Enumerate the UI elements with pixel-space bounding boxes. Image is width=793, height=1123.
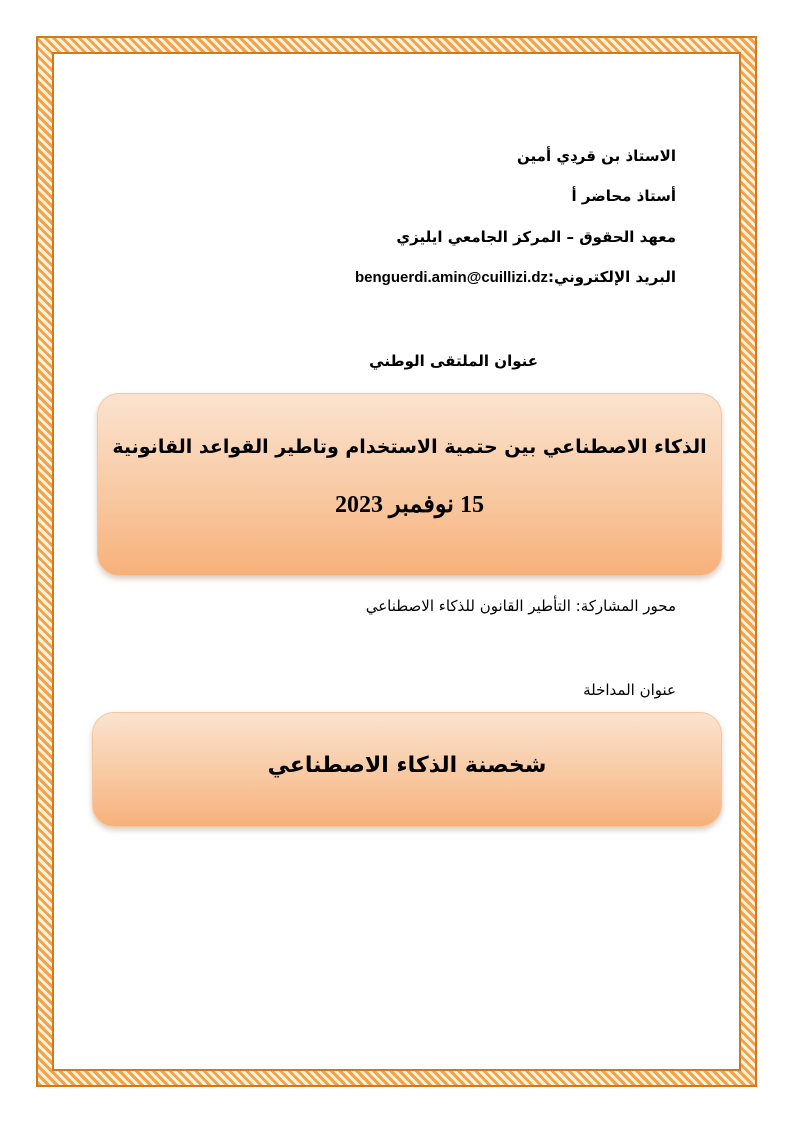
author-email-line [355, 268, 676, 286]
author-affiliation: معهد الحقوق – المركز الجامعي ايليزي [396, 228, 676, 246]
email-label: البريد الإلكتروني: [548, 268, 676, 286]
paper-title-card [92, 712, 722, 827]
conference-title-card [97, 393, 722, 576]
author-name: الاستاذ بن قرڍي أمين [517, 147, 676, 165]
paper-heading: عنوان المداخلة [583, 681, 676, 699]
author-rank: أستاذ محاضر أ [571, 187, 676, 205]
conference-title: الذكاء الاصطناعي بين حتمية الاستخدام وتاطير القواعد القانونية [112, 436, 707, 458]
email-address[interactable]: benguerdi.amin@cuillizi.dz [355, 269, 548, 286]
conference-heading: عنوان الملتقى الوطني [369, 352, 538, 370]
participation-axis: محور المشاركة: التأطير القانون للذكاء الاصطناعي [365, 597, 676, 615]
conference-date: 15 نوفمبر 2023 [335, 492, 484, 518]
paper-title: شخصنة الذكاء الاصطناعي [267, 753, 547, 778]
